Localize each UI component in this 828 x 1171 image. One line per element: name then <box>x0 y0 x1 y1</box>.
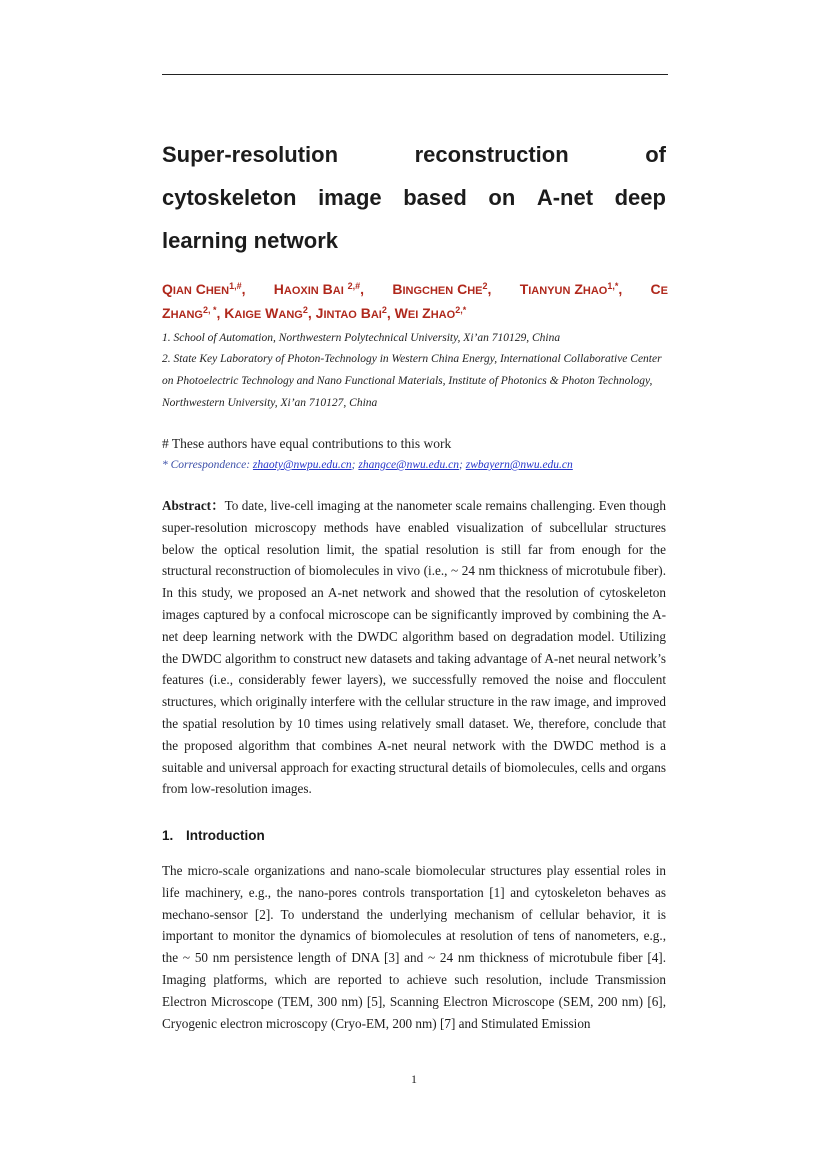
title-line-1 <box>162 133 666 176</box>
author-list <box>162 278 668 326</box>
email-link[interactable]: zhangce@nwu.edu.cn <box>358 459 460 471</box>
title-word: cytoskeleton <box>162 185 297 210</box>
author-last-part: $ZHANG^{2, *}$, <box>162 305 225 321</box>
author: QIAN $CHEN^{1,\#}$, <box>162 281 246 297</box>
page-number: 1 <box>411 1072 417 1086</box>
abstract-text: To date, live-cell imaging at the nanometer scale remains challenging. Even though super-resolution microscopy methods have enabled visualization of subcellular structures below the optical resolution limit, the spatial resolution is still far from enough for the structural reconstruction of biomolecules in vivo (i.e., ~ 24 nm thickness of microtubule fiber). In this study, we proposed an A-net network and showed that the resolution of cytoskeleton images captured by a confocal microscope can be significantly improved by combining the A-net deep learning network with the DWDC algorithm based on degradation model. Utilizing the DWDC algorithm to construct new datasets and taking advantage of A-net neural network’s features (i.e., considerably fewer layers), we successfully removed the noise and flocculent structures, which originally interfere with the cellular structure in the raw image, and improved the spatial resolution by 10 times using relatively small dataset. We, therefore, conclude that the proposed algorithm that combines A-net neural network with the DWDC method is a suitable and universal approach for exacting structural details of biomolecules, cells and organs from low-resolution images. <box>162 498 666 797</box>
author: TIANYUN $ZHAO^{1,*}$, <box>519 281 623 297</box>
header-rule <box>162 74 668 75</box>
title-word: image <box>318 185 382 210</box>
title-word: deep <box>614 185 666 210</box>
author-line-1 <box>162 278 668 302</box>
introduction-paragraph: The micro-scale organizations and nano-scale biomolecular structures play essential roles in life machinery, e.g., the nano-pores controls transportation [1] and cytoskeleton behaves as mechano-sensor [2]. To understand the underlying mechanism of cellular behavior, it is important to monitor the dynamics of biomolecules at resolution of tens of nanometers, e.g., the ~ 50 nm persistence length of DNA [3] and ~ 24 nm thickness of microtubule fiber [4]. Imaging platforms, which are reported to achieve such resolution, include Transmission Electron Microscope (TEM, 300 nm) [5], Scanning Electron Microscope (SEM, 200 nm) [6], Cryogenic electron microscopy (Cryo-EM, 200 nm) [7] and Stimulated Emission <box>162 863 666 1031</box>
title-word: A-net <box>536 185 594 210</box>
section-title: Introduction <box>186 828 265 843</box>
author: HAOXIN BAI $^{2,\#}$, <box>273 281 365 297</box>
email-link[interactable]: zhaoty@nwpu.edu.cn <box>252 459 352 471</box>
author: JINTAO BAI$^2$, <box>315 305 395 321</box>
abstract <box>162 495 666 800</box>
title-word: based <box>403 185 467 210</box>
affiliation-1: 1. School of Automation, Northwestern Polytechnical University, Xi’an 710129, China <box>162 332 561 344</box>
title-word: of <box>645 142 666 167</box>
section-heading <box>162 828 265 843</box>
separator: ; <box>351 459 359 471</box>
author: KAIGE WANG$^2$, <box>224 305 316 321</box>
abstract-label: Abstract： <box>162 498 225 513</box>
title-line-3: learning network <box>162 228 339 253</box>
author-line-2 <box>162 302 668 326</box>
author: WEI $ZHAO^{2,*}$ <box>394 305 467 321</box>
equal-contribution-note: # These authors have equal contributions to this work <box>162 436 452 451</box>
title-word: on <box>488 185 516 210</box>
correspondence-line <box>162 459 573 471</box>
title-word: reconstruction <box>414 142 569 167</box>
affiliation-2: 2. State Key Laboratory of Photon-Technology in Western China Energy, International Collaborative Center on Photoelectric Technology and Nano Functional Materials, Institute of Photonics & Photon Technology, Northwestern University, Xi’an 710127, China <box>162 353 662 409</box>
separator: ; <box>459 459 466 471</box>
author: BINGCHEN CHE$^2$, <box>392 281 492 297</box>
author-first-part: CE <box>650 281 668 297</box>
section-number: 1. <box>162 828 174 843</box>
correspondence-label: * Correspondence: <box>162 459 253 471</box>
title-line-2 <box>162 176 666 219</box>
title-word: Super-resolution <box>162 142 339 167</box>
email-link[interactable]: zwbayern@nwu.edu.cn <box>465 459 573 471</box>
paper-title <box>162 133 666 262</box>
